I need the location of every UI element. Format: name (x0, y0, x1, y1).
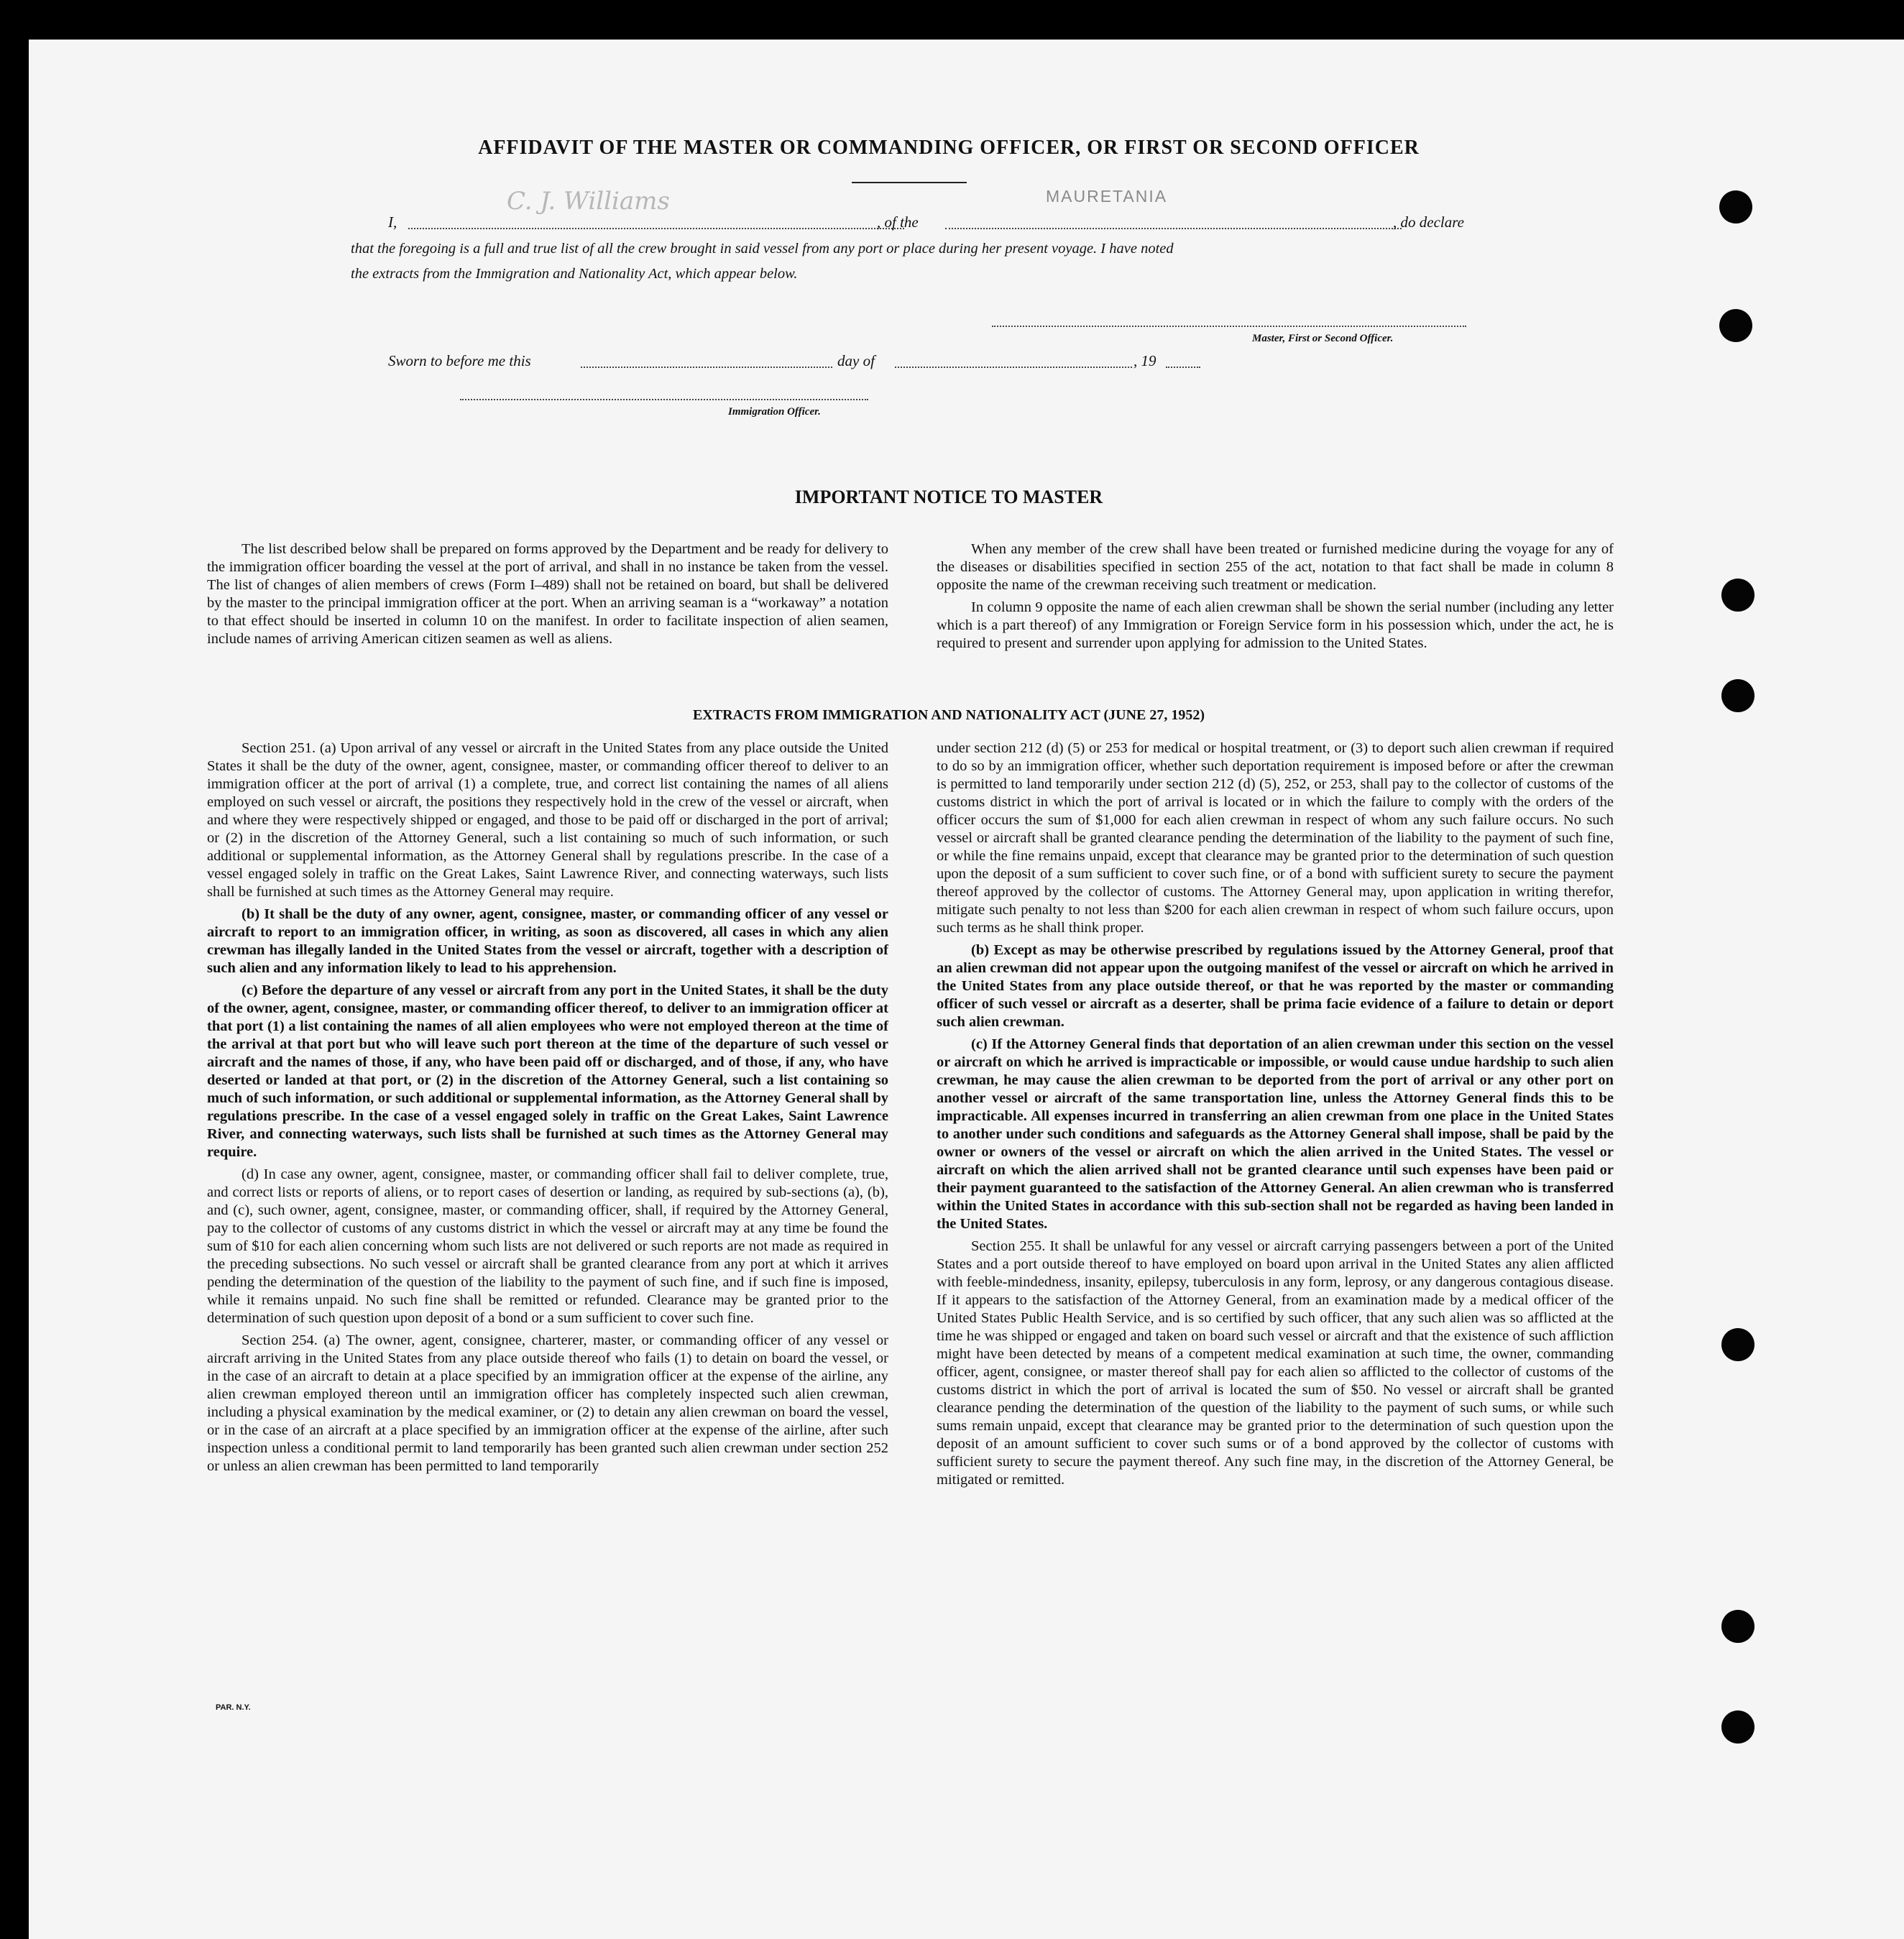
immigration-officer-signature-field[interactable] (460, 399, 868, 400)
section-254-a: Section 254. (a) The owner, agent, consignee, charterer, master, or commanding officer of any vessel or aircraft arriving in the United States from any place outside thereof who fails (1) to detain on board the vessel, or in the case of an aircraft to detain at a place specified by an immigration officer at the expense of the airline, any alien crewman employed thereon until an immigration officer has completely inspected such alien crewman, including a physical examination by the medical examiner, or (2) to detain any alien crewman on board the vessel, or in the case of an aircraft at a place specified by an immigration officer at the expense of the airline, after such inspection unless a conditional permit to land temporarily has been granted such alien crewman under section 252 or unless an alien crewman has been permitted to land temporarily (207, 1332, 888, 1474)
day-of-label: day of (837, 352, 875, 369)
punch-hole (1721, 579, 1754, 612)
punch-hole (1719, 309, 1752, 342)
of-the-label: , of the (877, 213, 919, 231)
extracts-left-column (207, 740, 888, 1480)
master-signature-field[interactable] (992, 326, 1466, 327)
notice-right-paragraph-2: In column 9 opposite the name of each alien crewman shall be shown the serial number (including any letter which is a part thereof) of any Immigration or Foreign Service form in his possession which, under the act, he is required to present and surrender upon applying for admission to the United States. (937, 599, 1614, 651)
section-251-b: (b) It shall be the duty of any owner, agent, consignee, master, or commanding officer of any vessel or aircraft to report to an immigration officer, in writing, as soon as discovered, all cases in which any alien crewman has illegally landed in the United States from the vessel or aircraft, together with a description of such alien and any information likely to lead to his apprehension. (207, 906, 888, 976)
printer-mark: PAR. N.Y. (216, 1703, 251, 1712)
notice-left-column (207, 540, 888, 653)
sworn-year-field[interactable] (1166, 367, 1200, 368)
extracts-right-column (937, 740, 1614, 1493)
master-label: Master, First or Second Officer. (1252, 333, 1394, 344)
vessel-name-field[interactable] (945, 228, 1402, 229)
punch-hole (1721, 679, 1754, 712)
sworn-label: Sworn to before me this (388, 352, 531, 369)
affidavit-i-label: I, (388, 213, 397, 231)
year-label: , 19 (1133, 352, 1156, 369)
do-declare-label: , do declare (1393, 213, 1464, 231)
immigration-officer-label: Immigration Officer. (728, 406, 821, 418)
extracts-title: EXTRACTS FROM IMMIGRATION AND NATIONALITY ACT (JUNE 27, 1952) (692, 707, 1205, 723)
section-254-a-continued: under section 212 (d) (5) or 253 for medical or hospital treatment, or (3) to deport such alien crewman if required to do so by an immigration officer, whether such deportation requirement is imposed before or after the crewman is permitted to land temporarily under section 212 (d) (5), 252, or 253, shall pay to the collector of customs of the customs district in which the port of arrival is located or in which the failure to comply with the orders of the officer occurs the sum of $1,000 for each alien crewman in respect of whom any such failure occurs. No such vessel or aircraft shall be granted clearance pending the determination of the liability to the payment of such fine, or while the fine remains unpaid, except that clearance may be granted prior to the determination of such question upon the deposit of a sum sufficient to cover such fine, or of a bond with sufficient surety to secure the payment thereof approved by the collector of customs. The Attorney General may, upon application in writing therefor, mitigate such penalty to not less than $200 for each alien crewman in respect of whom such failure occurs, upon such terms as he shall think proper. (937, 740, 1614, 936)
signature-image: C. J. Williams (507, 187, 670, 216)
sworn-day-field[interactable] (581, 367, 832, 368)
punch-hole (1721, 1610, 1754, 1643)
notice-left-paragraph: The list described below shall be prepared on forms approved by the Department and be ready for delivery to the immigration officer boarding the vessel at the port of arrival, and shall in no instance be taken from the vessel. The list of changes of alien members of crews (Form I–489) shall not be retained on board, but shall be delivered by the master to the principal immigration officer at the port. When an arriving seaman is a “workaway” a notation to that effect should be inserted in column 10 on the manifest. In order to facilitate inspection of alien seamen, include names of arriving American citizen seamen as well as aliens. (207, 541, 888, 647)
section-251-d: (d) In case any owner, agent, consignee, master, or commanding officer shall fail to deliver complete, true, and correct lists or reports of aliens, or to report cases of desertion or landing, as required by sub-sections (a), (b), and (c), such owner, agent, consignee, master, or commanding officer, shall, if required by the Attorney General, pay to the collector of customs of any customs district in which the vessel or aircraft may at any time be found the sum of $10 for each alien concerning whom such lists are not delivered or such reports are not made as required in the preceding subsections. No such vessel or aircraft shall be granted clearance from any port at which it arrives pending the determination of the question of the liability to the payment of such fine, and if such fine is imposed, while it remains unpaid. No such fine shall be remitted or refunded. Clearance may be granted prior to the determination of such question upon deposit of a bond or a sum sufficient to cover such fine. (207, 1166, 888, 1326)
punch-hole (1721, 1328, 1754, 1361)
section-255: Section 255. It shall be unlawful for any vessel or aircraft carrying passengers between a port of the United States and a port outside thereof to have employed on board upon arrival in the United States any alien afflicted with feeble-mindedness, insanity, epilepsy, tuberculosis in any form, leprosy, or any dangerous contagious disease. If it appears to the satisfaction of the Attorney General, from an examination made by a medical officer of the United States Public Health Service, and is so certified by such officer, that any such alien was so afflicted at the time he was shipped or engaged and taken on board such vessel or aircraft and that the existence of such affliction might have been detected by means of a competent medical examination at such time, the owner, commanding officer, agent, consignee, or master thereof shall pay for each alien so afflicted to the collector of customs of the customs district in which the port of arrival is located the sum of $50. No vessel or aircraft shall be granted clearance pending the determination of the question of the liability to the payment of such sums, or while such sums remain unpaid, except that clearance may be granted prior to the determination of such question upon the deposit of an amount sufficient to cover such sums or of a bond approved by the collector of customs with sufficient surety to secure the payment thereof. Any such fine may, in the discretion of the Attorney General, be mitigated or remitted. (937, 1238, 1614, 1488)
document-page (29, 40, 1904, 1939)
notice-right-paragraph-1: When any member of the crew shall have been treated or furnished medicine during the voyage for any of the diseases or disabilities specified in section 255 of the act, notation to that fact shall be made in column 8 opposite the name of the crewman receiving such treatment or medication. (937, 541, 1614, 593)
notice-title: IMPORTANT NOTICE TO MASTER (794, 487, 1103, 507)
sworn-month-field[interactable] (895, 367, 1132, 368)
section-254-c: (c) If the Attorney General finds that deportation of an alien crewman under this section on the vessel or aircraft on which he arrived is impracticable or impossible, or would cause undue hardship to such alien crewman, he may cause the alien crewman to be deported from the port of arrival or any other port on another vessel or aircraft of the same transportation line, unless the Attorney General finds this to be impracticable. All expenses incurred in transferring an alien crewman from one place in the United States to another under such conditions and safeguards as the Attorney General shall impose, shall be paid by the owner or owners of the vessel or aircraft on which the alien arrived in the United States. The vessel or aircraft on which the alien arrived shall not be granted clearance until such expenses have been paid or their payment guaranteed to the satisfaction of the Attorney General. An alien crewman who is transferred within the United States in accordance with this sub-section shall not be regarded as having been landed in the United States. (937, 1036, 1614, 1232)
punch-hole (1719, 190, 1752, 224)
title-rule (852, 182, 967, 183)
vessel-name-stamp: MAURETANIA (1046, 187, 1168, 206)
notice-right-column (937, 540, 1614, 657)
punch-hole (1721, 1710, 1754, 1744)
section-251-a: Section 251. (a) Upon arrival of any vessel or aircraft in the United States from any place outside the United States it shall be the duty of the owner, agent, consignee, master, or commanding officer thereof to deliver to an immigration officer at the port of arrival (1) a complete, true, and correct list containing the names of all aliens employed on such vessel or aircraft, the positions they respectively hold in the crew of the vessel or aircraft, when and where they were respectively shipped or engaged, and those to be paid off or discharged in the port of arrival; or (2) in the discretion of the Attorney General, such a list containing so much of such information, or such additional or supplemental information, as the Attorney General shall by regulations prescribe. In the case of a vessel engaged solely in traffic on the Great Lakes, Saint Lawrence River, and connecting waterways, such lists shall be furnished at such times as the Attorney General may require. (207, 740, 888, 900)
officer-name-field[interactable] (408, 228, 904, 229)
statement-line-1: that the foregoing is a full and true list of all the crew brought in said vessel from any port or place during her present voyage. I have noted (351, 241, 1174, 257)
section-254-b: (b) Except as may be otherwise prescribed by regulations issued by the Attorney General, proof that an alien crewman did not appear upon the outgoing manifest of the vessel or aircraft on which he arrived in the United States from any place outside thereof, or that he was reported by the master or commanding officer of such vessel or aircraft as a deserter, shall be prima facie evidence of a failure to detain or deport such alien crewman. (937, 942, 1614, 1030)
affidavit-title: AFFIDAVIT OF THE MASTER OR COMMANDING OFFICER, OR FIRST OR SECOND OFFICER (478, 137, 1420, 159)
section-251-c: (c) Before the departure of any vessel or aircraft from any port in the United States, it shall be the duty of the owner, agent, consignee, master, or commanding officer thereof, to deliver to an immigration officer at that port (1) a list containing the names of all alien employees who were not employed thereon at the time of the arrival at that port but who will leave such port thereon at the time of the departure of such vessel or aircraft and the names of those, if any, who have been paid off or discharged, and of those, if any, who have deserted or landed at that port, or (2) in the discretion of the Attorney General, such a list containing so much of such information, or such additional or supplemental information, as the Attorney General shall by regulations prescribe. In the case of a vessel engaged solely in traffic on the Great Lakes, Saint Lawrence River, and connecting waterways, such lists shall be furnished at such times as the Attorney General may require. (207, 982, 888, 1160)
statement-line-2: the extracts from the Immigration and Nationality Act, which appear below. (351, 266, 798, 282)
